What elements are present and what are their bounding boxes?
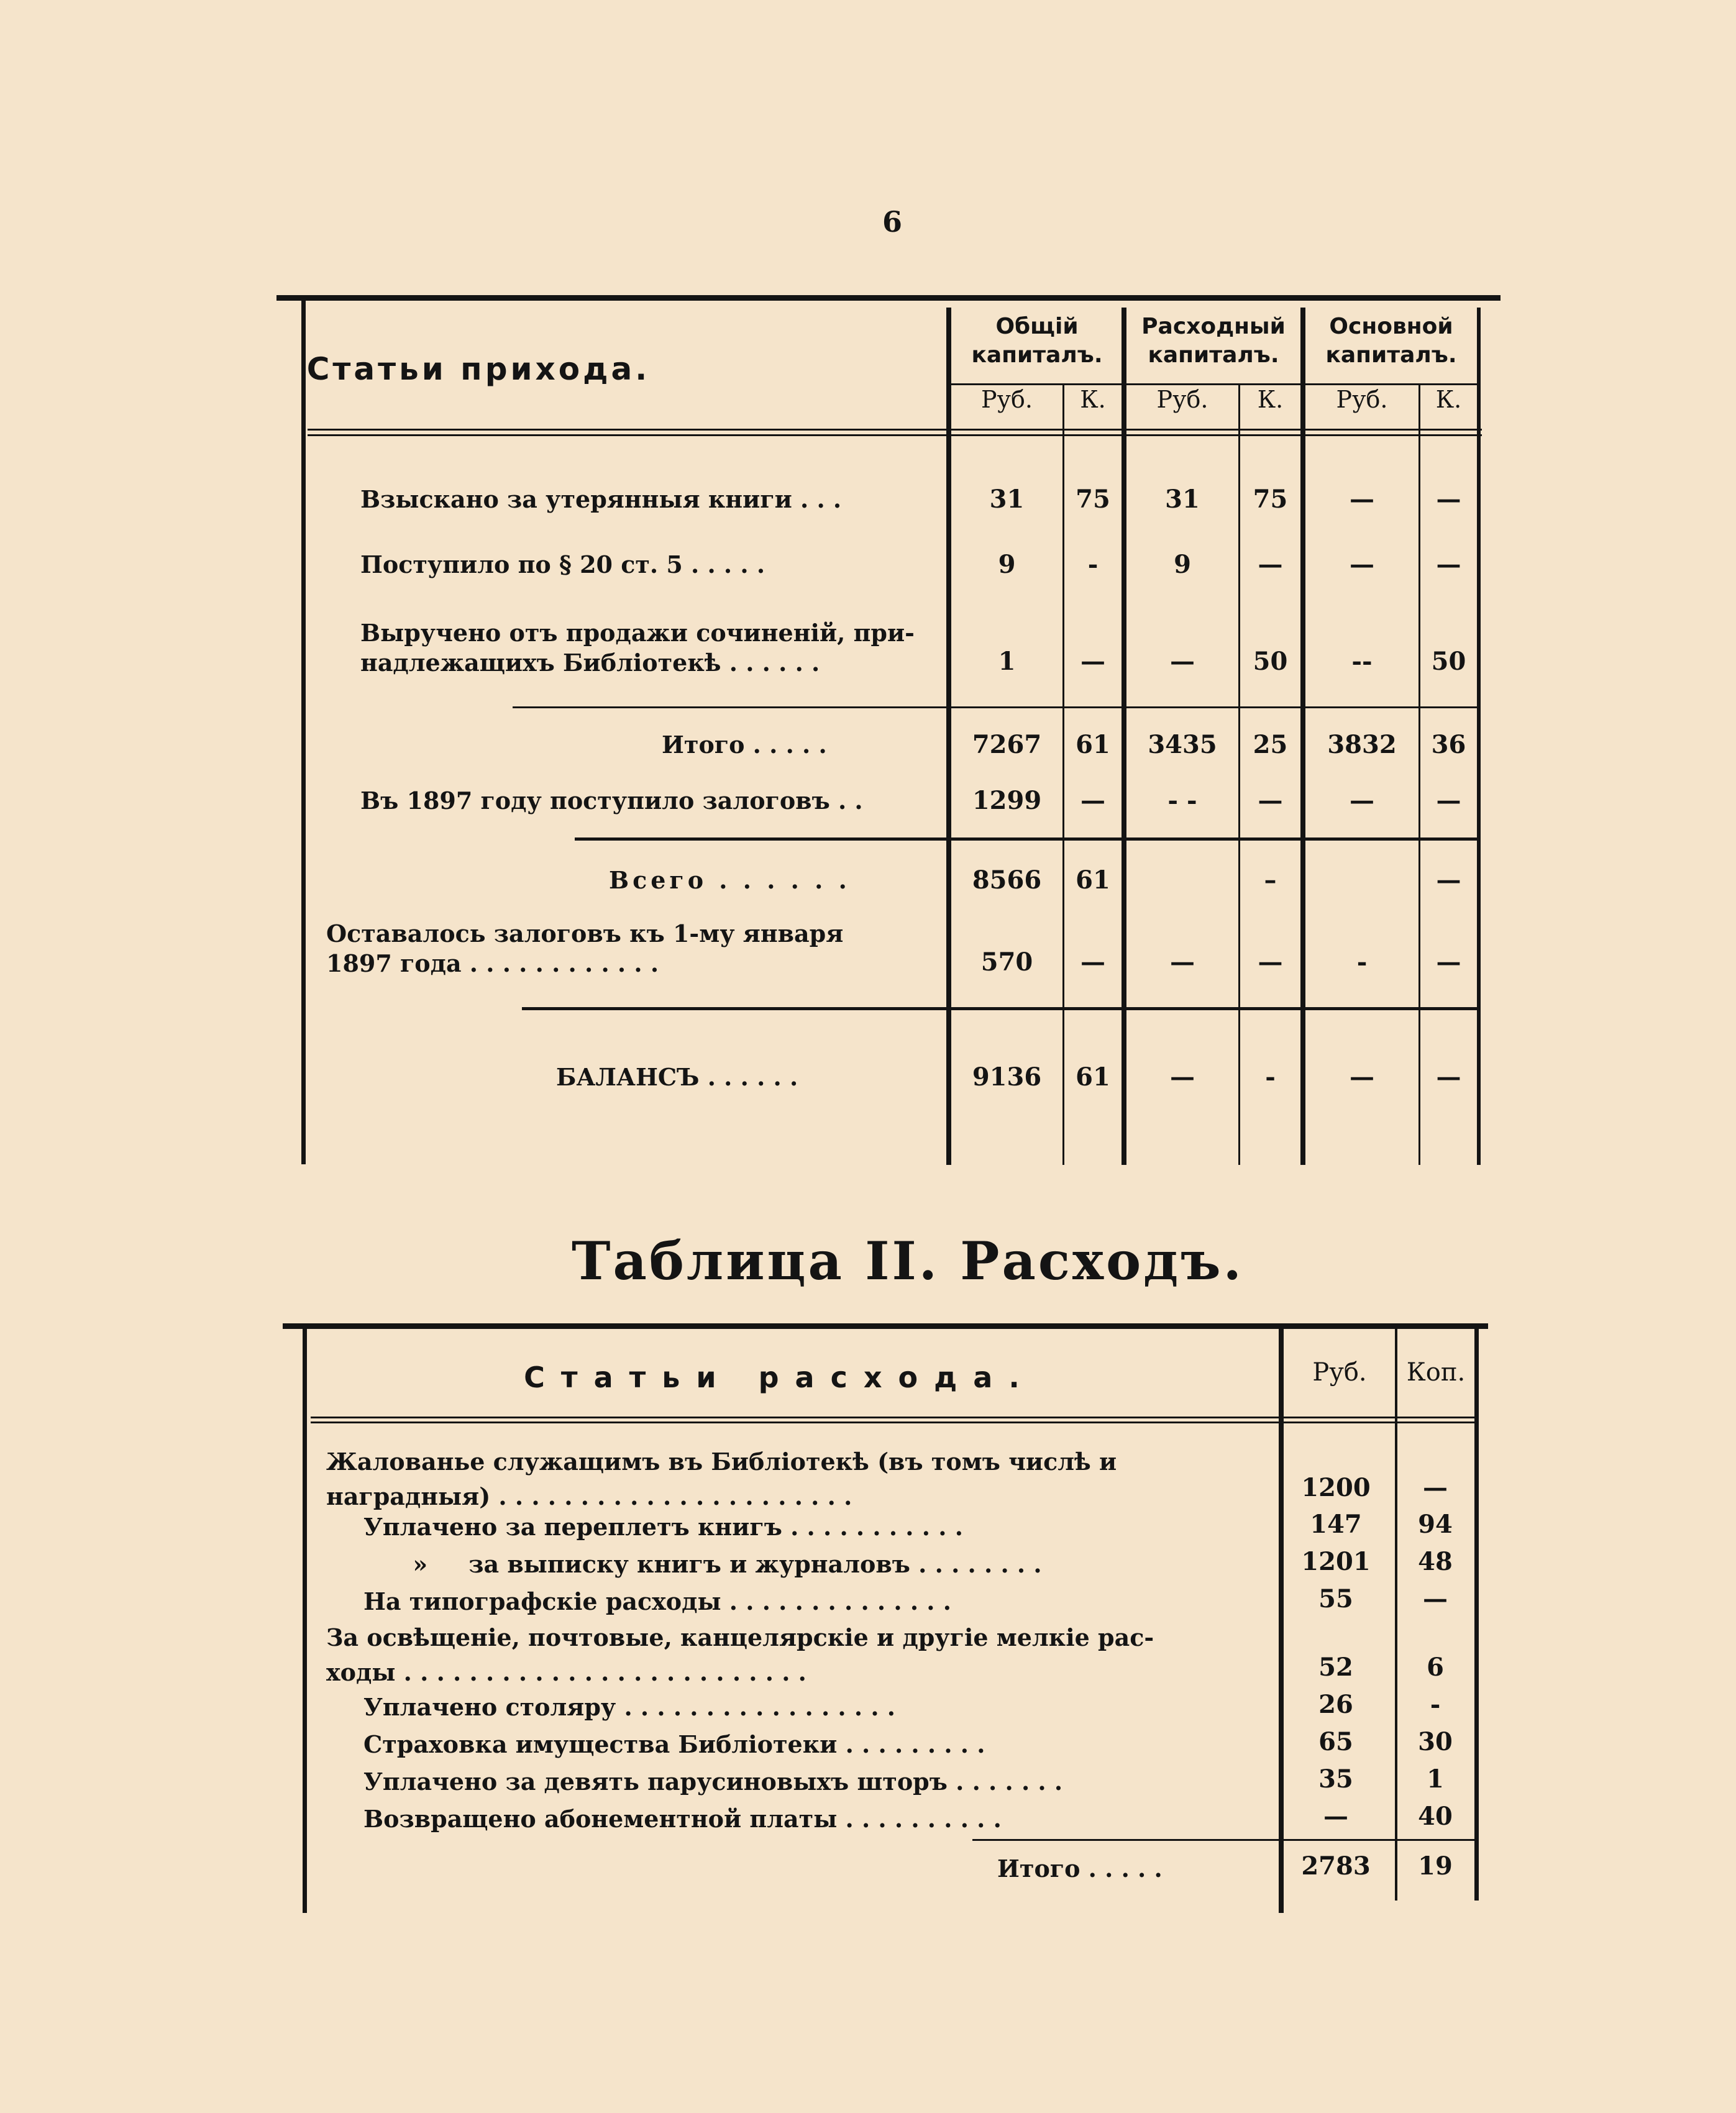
- cell-exp-rub: 9: [1174, 550, 1191, 579]
- cell-base-rub: —: [1350, 786, 1374, 815]
- rule: [1122, 308, 1126, 1165]
- cell-total-kop: 61: [1076, 730, 1110, 759]
- cell-total-rub: 9136: [972, 1062, 1042, 1092]
- cell-total-rub: 8566: [972, 865, 1042, 895]
- cell-exp-rub: 31: [1165, 485, 1200, 514]
- rule: [308, 434, 1482, 436]
- unit-rub: Руб.: [1336, 386, 1388, 413]
- expense-row-rub: 1201: [1301, 1547, 1371, 1576]
- cell-total-kop: —: [1080, 786, 1105, 815]
- cell-base-kop: 36: [1431, 730, 1466, 759]
- expense-row-rub: 35: [1318, 1764, 1353, 1794]
- cell-base-kop: —: [1436, 786, 1461, 815]
- expense-row-label: Уплачено столяру . . . . . . . . . . . . . . . . .: [363, 1693, 896, 1721]
- page-number: 6: [882, 205, 903, 239]
- income-table: [276, 295, 1501, 1165]
- row-label: Въ 1897 году поступило залоговъ . .: [360, 787, 863, 815]
- expense-header-title: Статьи расхода.: [524, 1361, 1036, 1394]
- expense-row-label: Возвращено абонементной платы . . . . . . . . . .: [363, 1805, 1002, 1833]
- cell-base-kop: —: [1436, 550, 1461, 579]
- unit-kop: К.: [1257, 386, 1284, 413]
- expense-row-label: Уплачено за переплетъ книгъ . . . . . . . . . . .: [363, 1513, 963, 1541]
- capital-line: Основной: [1329, 314, 1453, 339]
- cell-exp-rub: —: [1170, 947, 1195, 977]
- row-label: Поступило по § 20 ст. 5 . . . . .: [360, 550, 765, 578]
- expense-total-kop: 19: [1418, 1851, 1453, 1881]
- cell-exp-kop: -: [1265, 1062, 1276, 1092]
- cell-exp-kop: 75: [1253, 485, 1288, 514]
- table2-title: Таблица II. Расходъ.: [572, 1230, 1244, 1292]
- expense-row-kop: 40: [1418, 1802, 1453, 1831]
- expense-row-label: » за выписку книгъ и журналовъ . . . . . . . .: [363, 1550, 1042, 1578]
- rule: [946, 308, 951, 1165]
- expense-row-rub: 52: [1318, 1653, 1353, 1682]
- expense-row-kop: —: [1423, 1473, 1448, 1502]
- cell-base-kop: 50: [1431, 647, 1466, 676]
- table-top-rule: [283, 1323, 1488, 1329]
- row-label: Взыскано за утерянныя книги . . .: [360, 485, 842, 513]
- unit-rub: Руб.: [1156, 386, 1208, 413]
- rule: [513, 706, 1479, 708]
- capital-line: Общій: [995, 314, 1079, 339]
- table-top-rule: [276, 295, 1501, 301]
- expense-row-rub: 65: [1318, 1727, 1353, 1756]
- cell-exp-rub: —: [1170, 647, 1195, 676]
- cell-total-rub: 9: [998, 550, 1016, 579]
- cell-total-rub: 1: [998, 647, 1016, 676]
- cell-exp-kop: —: [1258, 947, 1283, 977]
- expense-table: [283, 1323, 1488, 1914]
- row-label: Оставалось залоговъ къ 1-му января 1897 года . . . . . . . . . . . .: [326, 920, 844, 977]
- cell-exp-kop: —: [1258, 786, 1283, 815]
- expense-row-kop: 1: [1427, 1764, 1444, 1794]
- rule: [951, 383, 1479, 385]
- unit-kop: К.: [1435, 386, 1462, 413]
- expense-row-kop: 6: [1427, 1653, 1444, 1682]
- expense-row-label: На типографскіе расходы . . . . . . . . . . . . . .: [363, 1587, 951, 1615]
- income-header-title: Статьи прихода.: [306, 351, 651, 387]
- unit-rub: Руб.: [981, 386, 1033, 413]
- row-label: БАЛАНСЪ . . . . . .: [556, 1063, 798, 1091]
- rule: [311, 1422, 1476, 1423]
- row-label: Всего . . . . . .: [609, 866, 851, 894]
- rule: [575, 837, 1479, 841]
- cell-total-rub: 1299: [972, 786, 1042, 815]
- expense-row-rub: 26: [1318, 1690, 1353, 1719]
- cell-base-rub: —: [1350, 550, 1374, 579]
- row-label: Выручено отъ продажи сочиненій, при- надлежащихъ Библіотекѣ . . . . . .: [360, 619, 915, 677]
- expense-row-label: Жалованье служащимъ въ Библіотекѣ (въ томъ числѣ и наградныя) . . . . . . . . . . . . . . . . . . . . . .: [326, 1448, 1117, 1510]
- cell-base-kop: —: [1436, 485, 1461, 514]
- expense-row-kop: 94: [1418, 1510, 1453, 1539]
- row-label: Итого . . . . .: [662, 731, 827, 759]
- cell-base-rub: --: [1351, 647, 1373, 676]
- rule: [522, 1007, 1479, 1010]
- capital-line: капиталъ.: [1325, 342, 1457, 368]
- capital-line: капиталъ.: [1148, 342, 1279, 368]
- cell-total-kop: 75: [1076, 485, 1110, 514]
- cell-exp-rub: 3435: [1148, 730, 1217, 759]
- expense-row-kop: —: [1423, 1584, 1448, 1613]
- cell-base-rub: -: [1356, 947, 1368, 977]
- cell-base-kop: —: [1436, 947, 1461, 977]
- cell-base-kop: —: [1436, 1062, 1461, 1092]
- expense-row-label: Страховка имущества Библіотеки . . . . . . . . .: [363, 1730, 985, 1758]
- rule: [1474, 1329, 1479, 1901]
- cell-total-rub: 7267: [972, 730, 1042, 759]
- cell-base-rub: 3832: [1327, 730, 1397, 759]
- rule: [1300, 308, 1305, 1165]
- rule: [1477, 308, 1481, 1165]
- expense-row-rub: 55: [1318, 1584, 1353, 1613]
- rule: [311, 1417, 1476, 1418]
- cell-total-kop: —: [1080, 947, 1105, 977]
- capital-line: капиталъ.: [971, 342, 1103, 368]
- rule: [303, 1329, 307, 1913]
- rule: [308, 429, 1482, 431]
- expense-row-label: Уплачено за девять парусиновыхъ шторъ . . . . . . .: [363, 1768, 1063, 1796]
- expense-row-label: За освѣщеніе, почтовые, канцелярскіе и другіе мелкіе рас- ходы . . . . . . . . . . . . . . . . . . . . . . . . .: [326, 1623, 1154, 1686]
- rule: [972, 1839, 1476, 1841]
- column-header-kop: Коп.: [1406, 1358, 1466, 1387]
- expense-row-kop: 30: [1418, 1727, 1453, 1756]
- cell-exp-kop: –: [1264, 865, 1277, 895]
- expense-row-rub: —: [1323, 1802, 1348, 1831]
- cell-total-kop: 61: [1076, 1062, 1110, 1092]
- rule: [301, 301, 306, 1164]
- unit-kop: К.: [1080, 386, 1106, 413]
- capital-header-expense: [1126, 313, 1300, 370]
- cell-exp-kop: 50: [1253, 647, 1288, 676]
- expense-total-rub: 2783: [1301, 1851, 1371, 1881]
- capital-header-base: [1305, 313, 1477, 370]
- capital-line: Расходный: [1141, 314, 1286, 339]
- cell-total-rub: 31: [989, 485, 1025, 514]
- capital-header-general: [953, 313, 1122, 370]
- cell-base-kop: —: [1436, 865, 1461, 895]
- rule: [1395, 1329, 1397, 1901]
- cell-total-kop: —: [1080, 647, 1105, 676]
- cell-total-kop: -: [1087, 550, 1099, 579]
- expense-row-rub: 1200: [1301, 1473, 1371, 1502]
- expense-row-kop: -: [1430, 1690, 1441, 1719]
- cell-exp-rub: - -: [1167, 786, 1197, 815]
- cell-exp-kop: —: [1258, 550, 1283, 579]
- cell-base-rub: —: [1350, 1062, 1374, 1092]
- cell-base-rub: —: [1350, 485, 1374, 514]
- expense-total-label: Итого . . . . .: [997, 1855, 1163, 1883]
- cell-total-kop: 61: [1076, 865, 1110, 895]
- cell-exp-rub: —: [1170, 1062, 1195, 1092]
- cell-total-rub: 570: [980, 947, 1033, 977]
- expense-row-rub: 147: [1310, 1510, 1362, 1539]
- expense-row-kop: 48: [1418, 1547, 1453, 1576]
- column-header-rub: Руб.: [1312, 1358, 1367, 1387]
- cell-exp-kop: 25: [1253, 730, 1288, 759]
